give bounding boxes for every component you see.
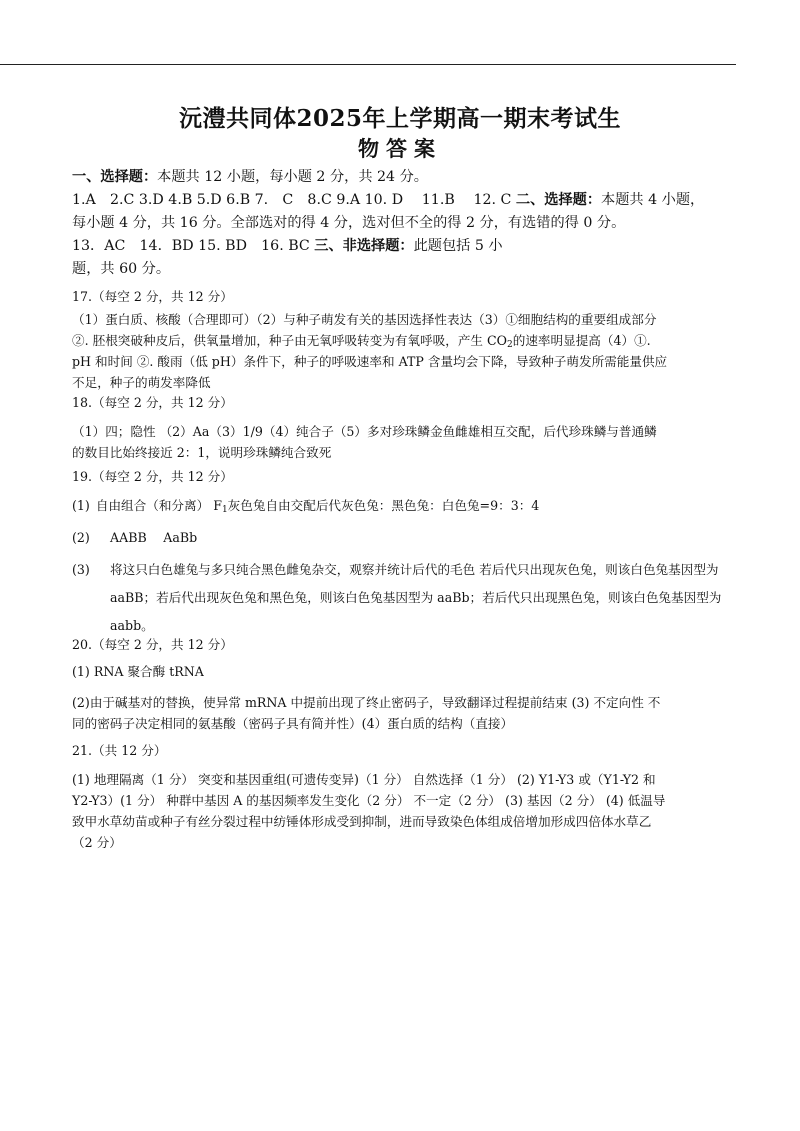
q17-line-2b: 的速率明显提高（4）①. xyxy=(512,333,651,348)
sec2-desc-a: 本题共 4 小题， xyxy=(601,192,705,208)
sec3-desc-b: 题，共 60 分。 xyxy=(72,261,171,277)
q19-item-2-text: AABB AaBb xyxy=(110,530,198,545)
q19-item-3 xyxy=(72,556,732,640)
q19-item-2 xyxy=(72,524,732,552)
q19-item-1-text-b: 灰色兔自由交配后代灰色兔：黑色兔：白色兔=9：3：4 xyxy=(227,498,540,513)
sec3-heading: 三、非选择题： xyxy=(314,238,414,254)
q19-item-3-text: 将这只白色雄兔与多只纯合黑色雌兔杂交，观察并统计后代的毛色 若后代只出现灰色兔，则该白色兔基因型为 aaBB；若后代出现灰色兔和黑色兔，则该白色兔基因型为 aaBb；若后代只出现黑色兔，则该白色兔基因型为 aabb。 xyxy=(110,562,722,633)
page-subtitle: 物答案 xyxy=(358,136,442,161)
q21-body xyxy=(72,769,732,853)
q17-body xyxy=(72,309,732,393)
answers-line-2 xyxy=(72,235,732,258)
q18-line-2: 的数目比始终接近 2：1，说明珍珠鳞纯合致死 xyxy=(72,445,332,460)
q17-line-3: pH 和时间 ②. 酸雨（低 pH）条件下，种子的呼吸速率和 ATP 含量均会下降，导致种子萌发所需能量供应 xyxy=(72,354,668,369)
sec3-desc-a: 此题包括 5 小 xyxy=(413,238,503,254)
q19-body xyxy=(72,492,732,640)
answers-1-12: 1.A 2.C 3.D 4.B 5.D 6.B 7. C 8.C 9.A 10. D 11.B 12. C xyxy=(72,192,516,208)
objective-answers xyxy=(72,166,732,281)
q19-item-3-num: (3) xyxy=(72,562,90,577)
answers-line-1 xyxy=(72,189,732,212)
q20-line-3: 同的密码子决定相同的氨基酸（密码子具有简并性）(4）蛋白质的结构（直接） xyxy=(72,716,514,731)
q21-line-1: (1) 地理隔离（1 分） 突变和基因重组(可遗传变异)（1 分） 自然选择（1 分） (2) Y1-Y3 或（Y1-Y2 和 xyxy=(72,772,656,787)
f1-subscript: 1 xyxy=(221,505,228,515)
q17-line-2 xyxy=(72,330,732,351)
q21-line-4: （2 分） xyxy=(72,835,122,850)
q18-line-1: （1）四；隐性 （2）Aa（3）1/9（4）纯合子（5）多对珍珠鳞金鱼雌雄相互交配，后代珍珠鳞与普通鳞 xyxy=(72,424,657,439)
q18-head: 18.（每空 2 分，共 12 分） xyxy=(72,395,233,410)
q17-line-1: （1）蛋白质、核酸（合理即可）（2）与种子萌发有关的基因选择性表达（3）①细胞结构的重要组成部分 xyxy=(72,312,657,327)
header-rule xyxy=(0,64,736,65)
page-title: 沅澧共同体2025年上学期高一期末考试生 xyxy=(178,105,621,132)
q17-line-4: 不足，种子的萌发率降低 xyxy=(72,375,211,390)
sec2-heading: 二、选择题： xyxy=(515,192,602,208)
q20-head: 20.（每空 2 分，共 12 分） xyxy=(72,637,233,652)
q19-item-1-num: (1) xyxy=(72,498,90,513)
q17-head: 17.（每空 2 分，共 12 分） xyxy=(72,289,233,304)
sec1-line xyxy=(72,166,732,189)
q19-item-2-num: (2) xyxy=(72,530,90,545)
q21-line-3: 致甲水草幼苗或种子有丝分裂过程中纺锤体形成受到抑制，进而导致染色体组成倍增加形成四倍体水草乙 xyxy=(72,814,652,829)
sec1-heading: 一、选择题： xyxy=(72,169,158,185)
q17-line-2a: ②. 胚根突破种皮后，供氧量增加，种子由无氧呼吸转变为有氧呼吸，产生 CO xyxy=(72,333,507,348)
answers-13-16: 13．AC 14．BD 15. BD 16. BC xyxy=(72,238,315,254)
q20-line-1: (1) RNA 聚合酶 tRNA xyxy=(72,664,204,679)
q19-head: 19.（每空 2 分，共 12 分） xyxy=(72,469,233,484)
q20-line-2: (2)由于碱基对的替换，使异常 mRNA 中提前出现了终止密码子，导致翻译过程提前结束 (3) 不定向性 不 xyxy=(72,695,661,710)
q21-line-2: Y2-Y3）(1 分） 种群中基因 A 的基因频率发生变化（2 分） 不一定（2 分） (3) 基因（2 分） (4) 低温导 xyxy=(72,793,666,808)
sec1-desc: 本题共 12 小题，每小题 2 分，共 24 分。 xyxy=(157,169,428,185)
q21-head: 21.（共 12 分） xyxy=(72,743,167,758)
q19-item-1-text-a: 自由组合（和分离） F xyxy=(95,498,222,513)
q19-item-1 xyxy=(72,492,732,520)
q20-body xyxy=(72,661,732,734)
sec2-desc-b: 每小题 4 分，共 16 分。全部选对的得 4 分，选对但不全的得 2 分，有选错的得 0 分。 xyxy=(72,215,626,231)
q18-body xyxy=(72,421,732,463)
co2-subscript: 2 xyxy=(506,340,513,350)
q19-item-1-text xyxy=(96,492,732,520)
